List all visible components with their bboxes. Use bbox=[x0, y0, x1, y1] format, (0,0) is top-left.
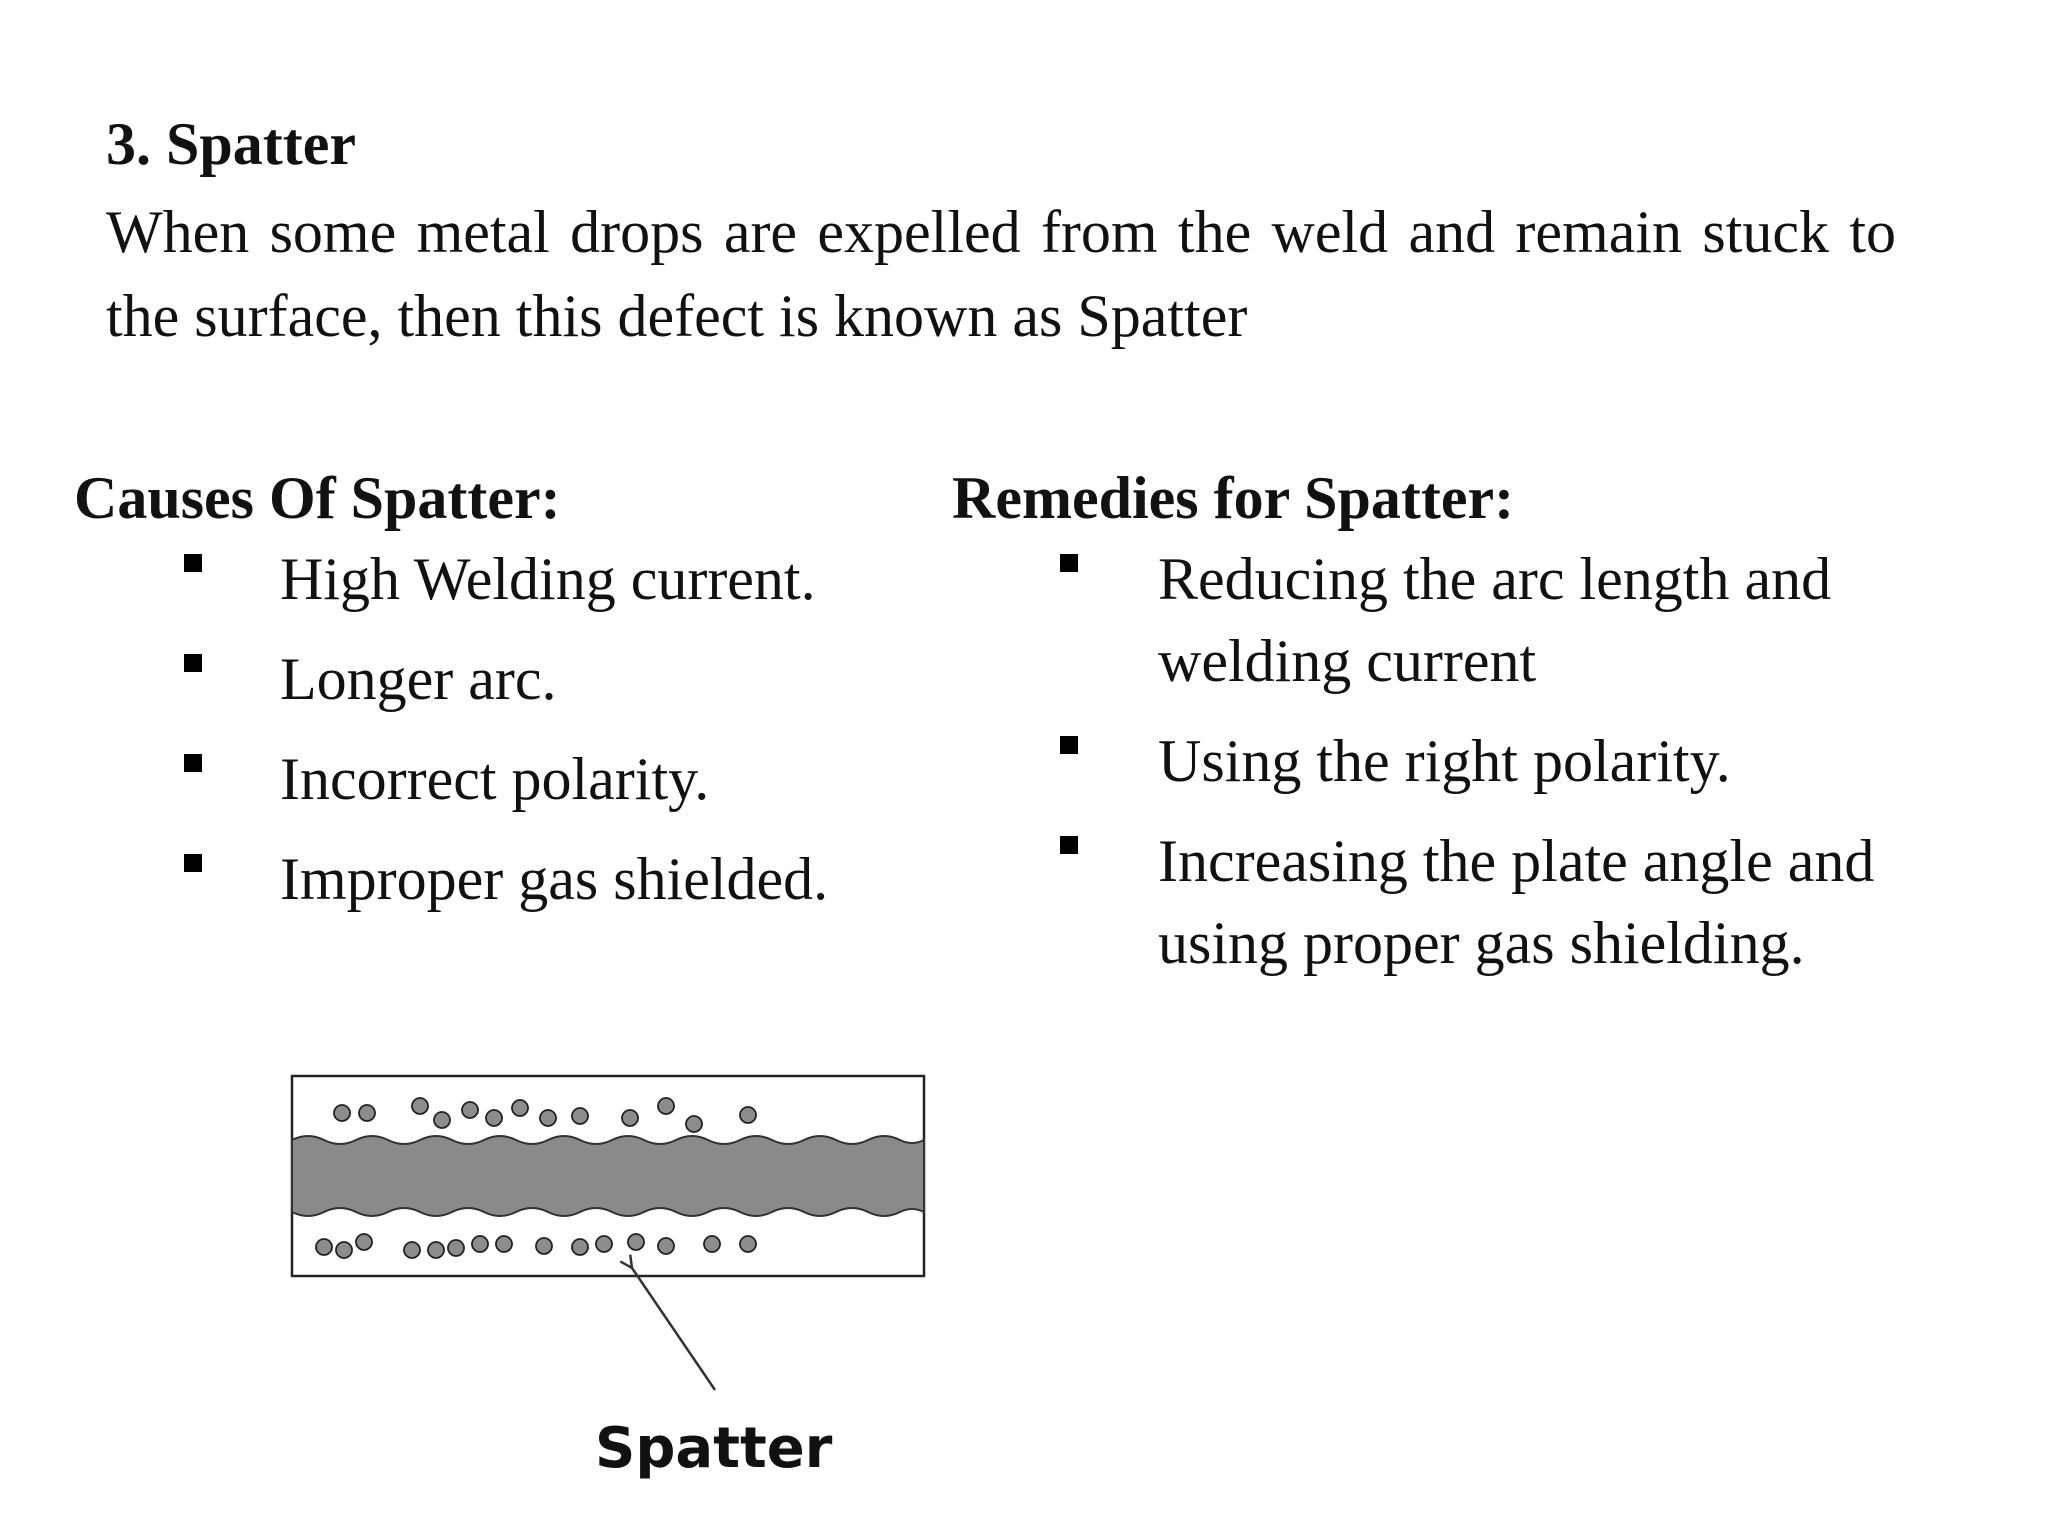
remedies-title: Remedies for Spatter: bbox=[952, 465, 1515, 531]
list-item-text: Reducing the arc length and welding current bbox=[1158, 546, 1832, 694]
spatter-illustration bbox=[280, 1060, 940, 1420]
causes-title: Causes Of Spatter: bbox=[74, 465, 561, 531]
square-bullet-icon bbox=[184, 654, 202, 672]
spatter-drop bbox=[336, 1242, 352, 1258]
square-bullet-icon bbox=[184, 854, 202, 872]
spatter-drop bbox=[334, 1105, 350, 1121]
list-item-text: High Welding current. bbox=[280, 546, 816, 612]
list-item bbox=[952, 720, 2012, 802]
spatter-drop bbox=[486, 1110, 502, 1126]
spatter-drop bbox=[359, 1105, 375, 1121]
spatter-drop bbox=[622, 1110, 638, 1126]
pointer-arrow bbox=[632, 1268, 715, 1390]
list-item bbox=[74, 538, 934, 620]
spatter-drop bbox=[512, 1100, 528, 1116]
causes-section bbox=[74, 458, 934, 938]
list-item-text: Longer arc. bbox=[280, 646, 557, 712]
spatter-drop bbox=[540, 1110, 556, 1126]
spatter-drop bbox=[686, 1116, 702, 1132]
diagram-label: Spatter bbox=[595, 1416, 833, 1481]
list-item-text: Incorrect polarity. bbox=[280, 746, 710, 812]
spatter-drop bbox=[740, 1236, 756, 1252]
spatter-drop bbox=[536, 1238, 552, 1254]
remedies-list bbox=[952, 538, 2012, 984]
causes-list bbox=[74, 538, 934, 920]
weld-bead bbox=[292, 1136, 924, 1216]
spatter-drop bbox=[448, 1240, 464, 1256]
list-item bbox=[952, 538, 2012, 702]
spatter-drop bbox=[572, 1239, 588, 1255]
spatter-drop bbox=[356, 1234, 372, 1250]
list-item-text: Increasing the plate angle and using proper gas shielding. bbox=[1158, 828, 1875, 976]
spatter-drop bbox=[472, 1236, 488, 1252]
spatter-drop bbox=[412, 1098, 428, 1114]
square-bullet-icon bbox=[1060, 554, 1078, 572]
definition-text: When some metal drops are expelled from the weld and remain stuck to the surface, then this defect is known as Spatter bbox=[106, 199, 1896, 349]
spatter-diagram bbox=[280, 1060, 940, 1530]
spatter-drop bbox=[658, 1238, 674, 1254]
slide-heading: 3. Spatter bbox=[106, 111, 356, 177]
square-bullet-icon bbox=[184, 554, 202, 572]
spatter-drop bbox=[628, 1234, 644, 1250]
list-item-text: Improper gas shielded. bbox=[280, 846, 829, 912]
spatter-drop bbox=[404, 1242, 420, 1258]
list-item-text: Using the right polarity. bbox=[1158, 728, 1731, 794]
spatter-drop bbox=[658, 1098, 674, 1114]
spatter-drop bbox=[596, 1236, 612, 1252]
spatter-drop bbox=[316, 1239, 332, 1255]
list-item bbox=[74, 638, 934, 720]
spatter-drop bbox=[428, 1242, 444, 1258]
spatter-drop bbox=[434, 1112, 450, 1128]
list-item bbox=[74, 838, 934, 920]
square-bullet-icon bbox=[1060, 736, 1078, 754]
list-item bbox=[952, 820, 2012, 984]
spatter-drop bbox=[740, 1107, 756, 1123]
square-bullet-icon bbox=[1060, 836, 1078, 854]
spatter-drop bbox=[496, 1236, 512, 1252]
spatter-drop bbox=[704, 1236, 720, 1252]
remedies-section bbox=[952, 458, 2012, 1002]
list-item bbox=[74, 738, 934, 820]
square-bullet-icon bbox=[184, 754, 202, 772]
spatter-drop bbox=[572, 1108, 588, 1124]
spatter-drop bbox=[462, 1102, 478, 1118]
